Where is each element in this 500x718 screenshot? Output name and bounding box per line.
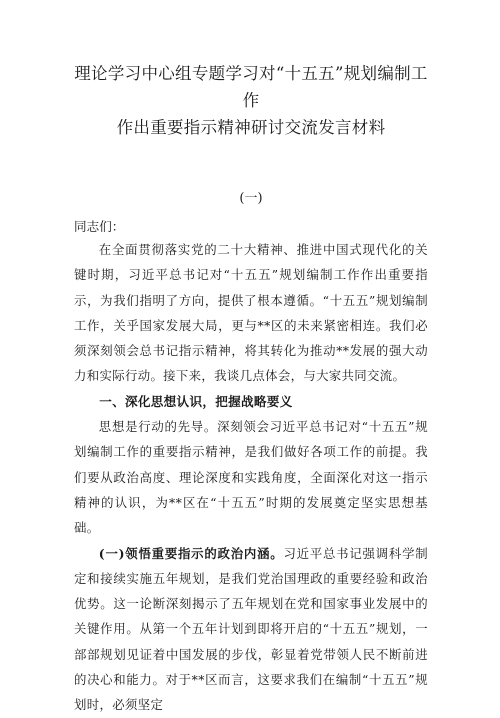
section-number: (一) [239,191,263,206]
subheading-1: (一)领悟重要指示的政治内涵。 [98,545,284,561]
subsection-1-body: 习近平总书记强调科学制定和接续实施五年规划，是我们党治国理政的重要经验和政治优势。这一论断深刻揭示了五年规划在党和国家事业发展中的关键作用。从第一个五年计划到即将开启的“十五五”规划，一部部规划见证着中国发展的步伐，彰显着党带领人民不断前进的决心和能力。对于**区而言，这要求我们在编制“十五五”规划时，必须坚定 [74,545,428,713]
title-line-2: 作出重要指示精神研讨交流发言材料 [116,118,386,137]
section-heading-1: 一、深化思想认识，把握战略要义 [99,393,293,409]
title-line-1: 理论学习中心组专题学习对“十五五”规划编制工作 [74,64,428,110]
section-1-intro-paragraph: 思想是行动的先导。深刻领会习近平总书记对“十五五”规划编制工作的重要指示精神，是我们做好各项工作的前提。我们要从政治高度、理论深度和实践角度，全面深化对这一指示精神的认识，为**区在“十五五”时期的发展奠定坚实思想基础。 [74,419,428,536]
subsection-paragraph-1 [74,541,428,718]
document-title [74,60,428,141]
opening-paragraph: 在全面贯彻落实党的二十大精神、推进中国式现代化的关键时期，习近平总书记对“十五五”规划编制工作作出重要指示，为我们指明了方向，提供了根本遵循。“十五五”规划编制工作，关乎国家发展大局，更与**区的未来紧密相连。我们必须深刻领会总书记指示精神，将其转化为推动**发展的强大动力和实际行动。接下来，我谈几点体会，与大家共同交流。 [74,242,428,384]
salutation: 同志们： [74,219,125,234]
